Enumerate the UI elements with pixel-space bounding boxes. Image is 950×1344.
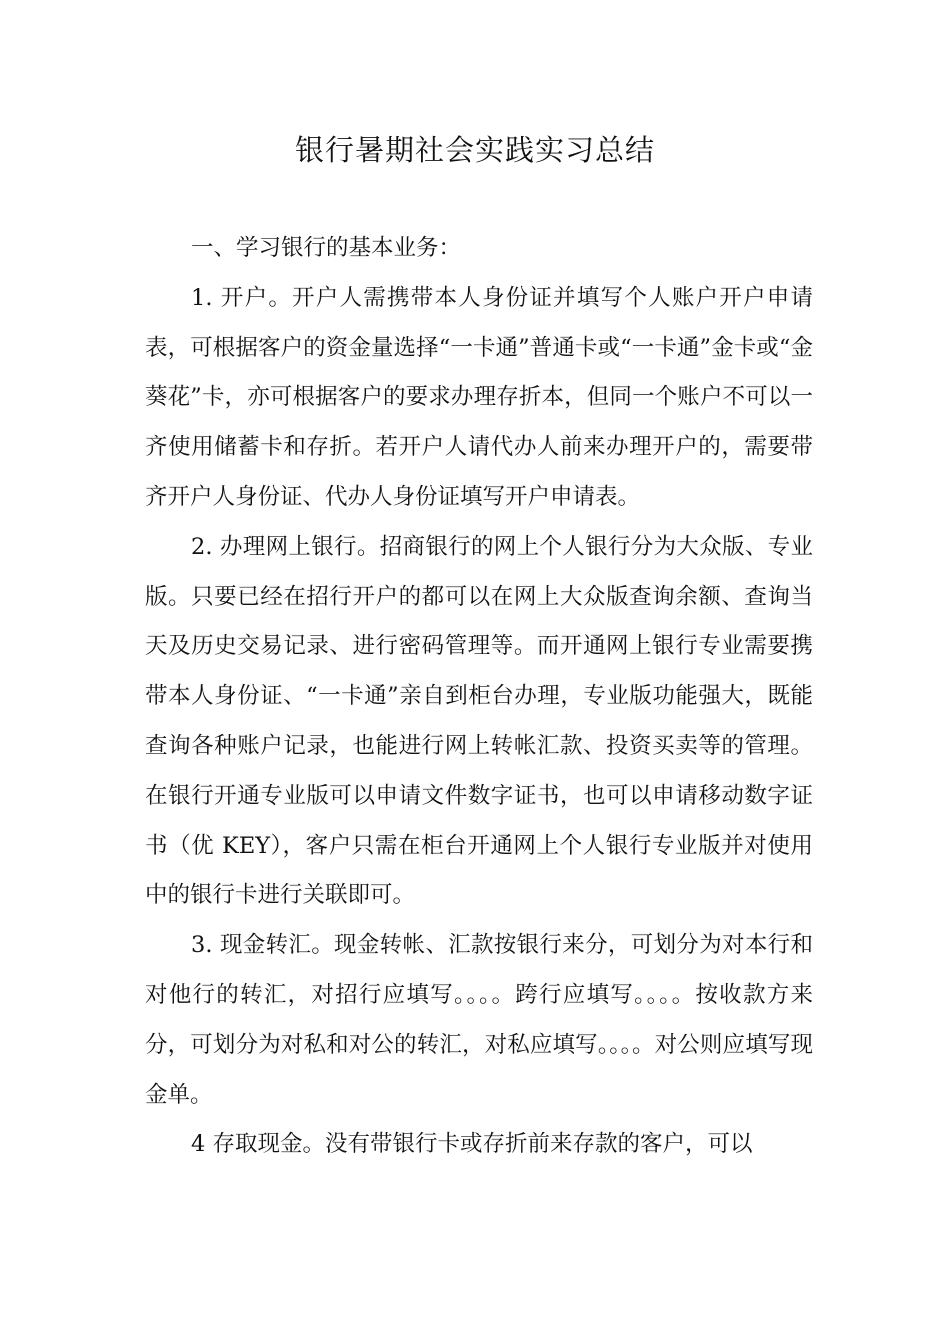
document-body xyxy=(145,224,813,1170)
paragraph-open-account: 1. 开户。开户人需携带本人身份证并填写个人账户开户申请表，可根据客户的资金量选择“一卡通”普通卡或“一卡通”金卡或“金葵花”卡，亦可根据客户的要求办理存折本，但同一个账户不可以一齐使用储蓄卡和存折。若开户人请代办人前来办理开户的，需要带齐开户人身份证、代办人身份证填写开户申请表。 xyxy=(145,284,813,510)
document-title: 银行暑期社会实践实习总结 xyxy=(294,133,655,167)
paragraph-cash-transfer: 3. 现金转汇。现金转帐、汇款按银行来分，可划分为对本行和对他行的转汇，对招行应填写。。。。跨行应填写。。。。按收款方来分，可划分为对私和对公的转汇，对私应填写。。。。对公则应填写现金单。 xyxy=(145,932,813,1108)
paragraph-online-banking: 2. 办理网上银行。招商银行的网上个人银行分为大众版、专业版。只要已经在招行开户的都可以在网上大众版查询余额、查询当天及历史交易记录、进行密码管理等。而开通网上银行专业需要携带本人身份证、“一卡通”亲自到柜台办理，专业版功能强大，既能查询各种账户记录，也能进行网上转帐汇款、投资买卖等的管理。在银行开通专业版可以申请文件数字证书，也可以申请移动数字证书（优 KEY），客户只需在柜台开通网上个人银行专业版并对使用中的银行卡进行关联即可。 xyxy=(145,533,813,909)
paragraph-deposit-withdraw: 4 存取现金。没有带银行卡或存折前来存款的客户，可以 xyxy=(191,1131,753,1158)
section-heading: 一、学习银行的基本业务： xyxy=(191,235,462,261)
